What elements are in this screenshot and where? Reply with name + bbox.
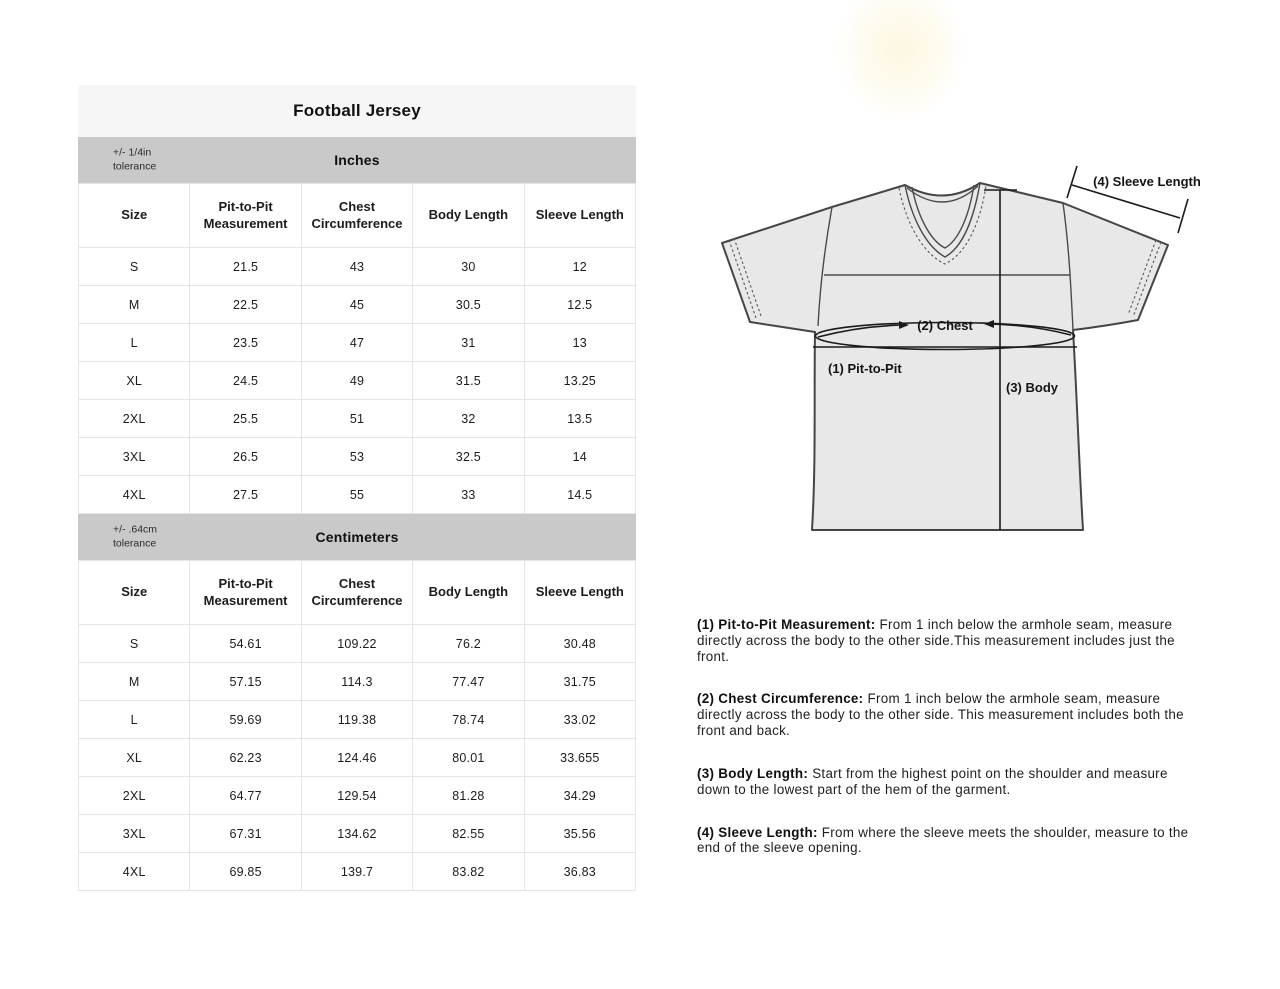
value-cell: 76.2: [413, 625, 524, 663]
watermark-blob: [838, 0, 963, 118]
value-cell: 31: [413, 324, 524, 362]
value-cell: 30.5: [413, 286, 524, 324]
size-row: [79, 815, 636, 853]
value-cell: 47: [301, 324, 412, 362]
size-cell: 3XL: [79, 815, 190, 853]
size-cell: M: [79, 286, 190, 324]
value-cell: 33: [413, 476, 524, 514]
value-cell: 13: [524, 324, 635, 362]
size-cell: L: [79, 324, 190, 362]
description-sleeve-length: [697, 825, 1202, 857]
description-sleeve-length-label: (4) Sleeve Length:: [697, 824, 818, 840]
value-cell: 55: [301, 476, 412, 514]
value-cell: 25.5: [190, 400, 301, 438]
value-cell: 33.655: [524, 739, 635, 777]
value-cell: 34.29: [524, 777, 635, 815]
value-cell: 80.01: [413, 739, 524, 777]
column-header: Size: [79, 561, 190, 625]
value-cell: 69.85: [190, 853, 301, 891]
value-cell: 43: [301, 248, 412, 286]
size-row: [79, 853, 636, 891]
inches-unit-band: [78, 137, 636, 183]
description-pit-to-pit-text: From 1 inch below the armhole seam, measure directly across the body to the other side.This measurement includes just the front.: [697, 617, 1175, 664]
jersey-silhouette: [722, 183, 1168, 530]
value-cell: 35.56: [524, 815, 635, 853]
value-cell: 21.5: [190, 248, 301, 286]
centimeters-table: [78, 560, 636, 891]
size-row: [79, 286, 636, 324]
jersey-diagram: [700, 140, 1220, 585]
size-cell: S: [79, 248, 190, 286]
size-chart: [78, 85, 636, 891]
column-header: Pit-to-Pit Measurement: [190, 561, 301, 625]
centimeters-tolerance-note: +/- .64cm tolerance: [113, 523, 158, 549]
size-cell: M: [79, 663, 190, 701]
pit-to-pit-label: (1) Pit-to-Pit: [828, 361, 902, 376]
size-row: [79, 663, 636, 701]
column-header: Chest Circumference: [301, 184, 412, 248]
size-cell: 3XL: [79, 438, 190, 476]
sleeve-length-label: (4) Sleeve Length: [1093, 174, 1201, 189]
value-cell: 49: [301, 362, 412, 400]
size-cell: 4XL: [79, 853, 190, 891]
size-cell: 4XL: [79, 476, 190, 514]
value-cell: 109.22: [301, 625, 412, 663]
value-cell: 82.55: [413, 815, 524, 853]
description-pit-to-pit: [697, 617, 1202, 664]
value-cell: 67.31: [190, 815, 301, 853]
size-cell: 2XL: [79, 777, 190, 815]
body-label: (3) Body: [1006, 380, 1058, 395]
value-cell: 22.5: [190, 286, 301, 324]
size-row: [79, 438, 636, 476]
size-cell: S: [79, 625, 190, 663]
description-sleeve-length-text: From where the sleeve meets the shoulder, measure to the end of the sleeve opening.: [697, 824, 1189, 856]
value-cell: 31.75: [524, 663, 635, 701]
value-cell: 54.61: [190, 625, 301, 663]
description-chest-text: From 1 inch below the armhole seam, measure directly across the body to the other side. This measurement includes both the front and back.: [697, 691, 1184, 739]
size-cell: L: [79, 701, 190, 739]
description-pit-to-pit-label: (1) Pit-to-Pit Measurement:: [697, 617, 876, 632]
size-cell: 2XL: [79, 400, 190, 438]
value-cell: 13.5: [524, 400, 635, 438]
column-header: Body Length: [413, 561, 524, 625]
column-header: Sleeve Length: [524, 184, 635, 248]
value-cell: 51: [301, 400, 412, 438]
value-cell: 53: [301, 438, 412, 476]
size-row: [79, 362, 636, 400]
value-cell: 14: [524, 438, 635, 476]
size-row: [79, 777, 636, 815]
measurement-descriptions: [697, 617, 1202, 883]
value-cell: 77.47: [413, 663, 524, 701]
value-cell: 78.74: [413, 701, 524, 739]
value-cell: 30: [413, 248, 524, 286]
value-cell: 36.83: [524, 853, 635, 891]
value-cell: 57.15: [190, 663, 301, 701]
value-cell: 14.5: [524, 476, 635, 514]
value-cell: 64.77: [190, 777, 301, 815]
size-row: [79, 324, 636, 362]
sleeve-dim-tick-right: [1178, 199, 1188, 233]
value-cell: 13.25: [524, 362, 635, 400]
value-cell: 12: [524, 248, 635, 286]
size-row: [79, 476, 636, 514]
value-cell: 32.5: [413, 438, 524, 476]
value-cell: 134.62: [301, 815, 412, 853]
sleeve-dim-tick-left: [1067, 166, 1077, 198]
value-cell: 23.5: [190, 324, 301, 362]
inches-section: [78, 137, 636, 514]
centimeters-table-body: [79, 625, 636, 891]
column-header: Chest Circumference: [301, 561, 412, 625]
jersey-diagram-svg: [700, 140, 1220, 585]
chest-label: (2) Chest: [917, 318, 973, 333]
value-cell: 12.5: [524, 286, 635, 324]
centimeters-section: [78, 514, 636, 891]
value-cell: 31.5: [413, 362, 524, 400]
size-row: [79, 739, 636, 777]
value-cell: 119.38: [301, 701, 412, 739]
value-cell: 59.69: [190, 701, 301, 739]
value-cell: 27.5: [190, 476, 301, 514]
centimeters-unit-label: Centimeters: [315, 529, 399, 545]
column-header: Body Length: [413, 184, 524, 248]
value-cell: 33.02: [524, 701, 635, 739]
value-cell: 32: [413, 400, 524, 438]
size-cell: XL: [79, 739, 190, 777]
description-body-length: [697, 766, 1202, 798]
description-body-length-label: (3) Body Length:: [697, 765, 809, 781]
size-row: [79, 625, 636, 663]
value-cell: 83.82: [413, 853, 524, 891]
column-header: Size: [79, 184, 190, 248]
size-row: [79, 400, 636, 438]
column-header: Pit-to-Pit Measurement: [190, 184, 301, 248]
value-cell: 114.3: [301, 663, 412, 701]
centimeters-header-row: [79, 561, 636, 625]
description-chest-label: (2) Chest Circumference:: [697, 691, 864, 707]
value-cell: 139.7: [301, 853, 412, 891]
value-cell: 129.54: [301, 777, 412, 815]
value-cell: 26.5: [190, 438, 301, 476]
size-row: [79, 701, 636, 739]
value-cell: 45: [301, 286, 412, 324]
inches-table: [78, 183, 636, 514]
inches-tolerance-note: +/- 1/4in tolerance: [113, 146, 157, 172]
value-cell: 24.5: [190, 362, 301, 400]
value-cell: 81.28: [413, 777, 524, 815]
centimeters-unit-band: [78, 514, 636, 560]
description-chest: [697, 691, 1202, 738]
chart-title: Football Jersey: [78, 85, 636, 137]
description-body-length-text: Start from the highest point on the shoulder and measure down to the lowest part of the hem of the garment.: [697, 765, 1168, 797]
value-cell: 30.48: [524, 625, 635, 663]
size-cell: XL: [79, 362, 190, 400]
size-row: [79, 248, 636, 286]
column-header: Sleeve Length: [524, 561, 635, 625]
inches-unit-label: Inches: [334, 152, 380, 168]
value-cell: 62.23: [190, 739, 301, 777]
value-cell: 124.46: [301, 739, 412, 777]
inches-header-row: [79, 184, 636, 248]
inches-table-body: [79, 248, 636, 514]
